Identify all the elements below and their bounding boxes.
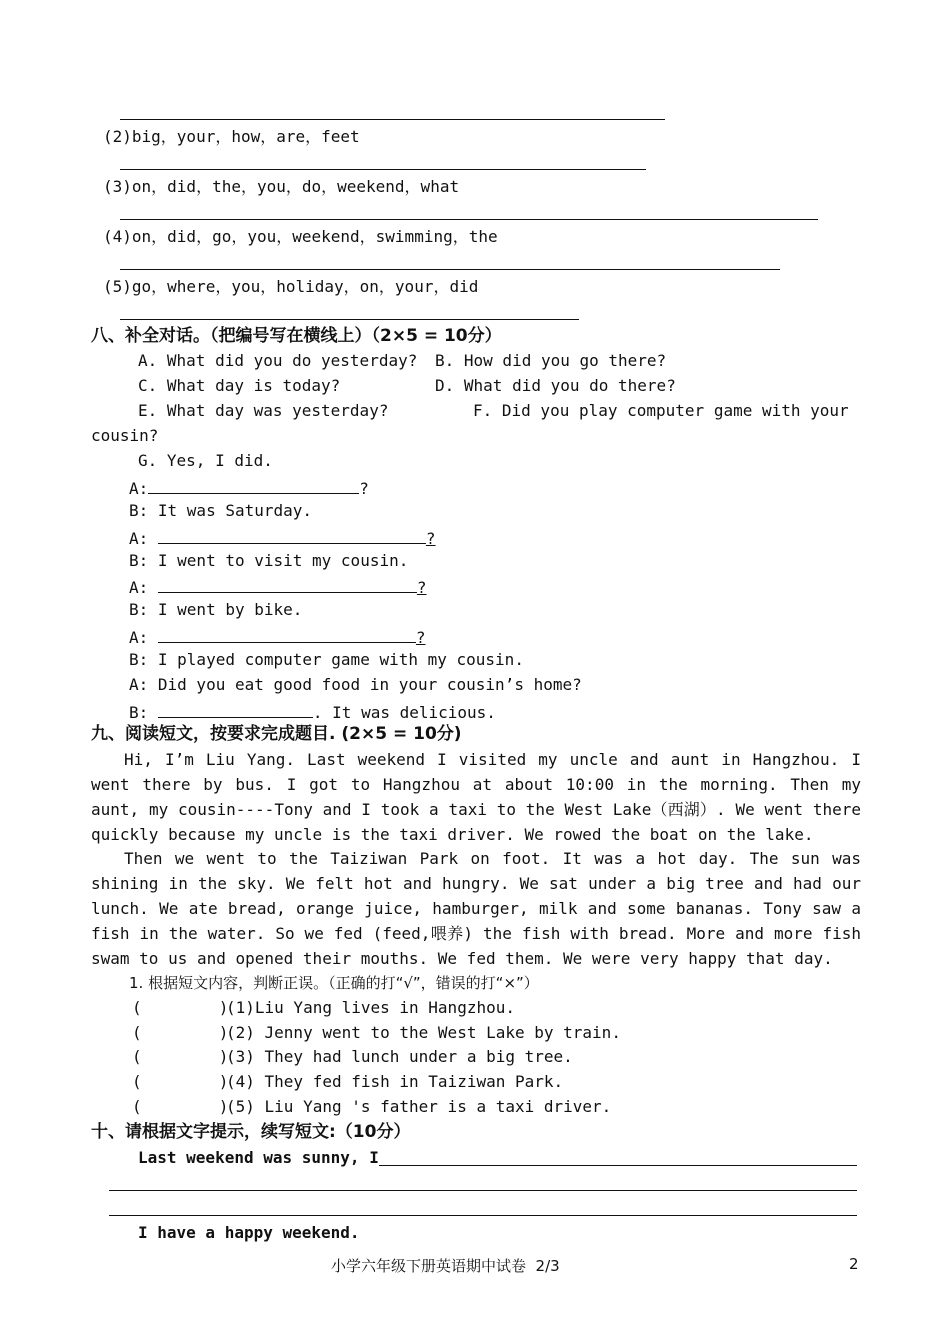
option-f: F. Did you play computer game with your (473, 401, 849, 420)
tf-paren-3[interactable]: ( ) (132, 1047, 229, 1066)
dialogue-blank-1[interactable] (148, 476, 359, 494)
writing-line-2[interactable] (109, 1190, 857, 1191)
dialogue-a5: A: Did you eat good food in your cousin’s home? (129, 675, 582, 694)
tf-item-5: (5) Liu Yang 's father is a taxi driver. (226, 1097, 612, 1116)
tf-paren-2[interactable]: ( ) (132, 1023, 229, 1042)
section-10-heading: 十、请根据文字提示，续写短文:（10分） (91, 1122, 411, 1142)
writing-line-1[interactable] (379, 1165, 857, 1166)
tf-item-1: (1)Liu Yang lives in Hangzhou. (226, 998, 515, 1017)
reorder-item-5: (5)go，where，you，holiday，on，your，did (103, 277, 479, 296)
answer-line-1[interactable] (120, 119, 665, 120)
footer-title: 小学六年级下册英语期中试卷 2/3 (331, 1257, 560, 1275)
answer-line-3[interactable] (120, 219, 818, 220)
dialogue-b2: B: I went to visit my cousin. (129, 551, 409, 570)
option-c: C. What day is today? (138, 376, 341, 395)
reorder-item-2: (2)big，your，how，are，feet (103, 127, 360, 146)
answer-line-2[interactable] (120, 169, 646, 170)
dialogue-blank-5[interactable] (158, 700, 313, 718)
answer-line-4[interactable] (120, 269, 780, 270)
tf-item-4: (4) They fed fish in Taiziwan Park. (226, 1072, 564, 1091)
writing-prompt-start: Last weekend was sunny, I (138, 1148, 379, 1167)
writing-line-3[interactable] (109, 1215, 857, 1216)
tf-paren-4[interactable]: ( ) (132, 1072, 229, 1091)
dialogue-a2: A: ? (129, 526, 436, 549)
page-number: 2 (849, 1255, 859, 1273)
true-false-instruction: 1. 根据短文内容，判断正误。（正确的打“√”，错误的打“×”） (129, 974, 539, 992)
option-e: E. What day was yesterday? (138, 401, 389, 420)
reorder-item-3: (3)on，did，the，you，do，weekend，what (103, 177, 460, 196)
tf-item-2: (2) Jenny went to the West Lake by train. (226, 1023, 621, 1042)
option-a: A. What did you do yesterday? (138, 351, 418, 370)
section-9-heading: 九、阅读短文，按要求完成题目. (2×5 = 10分) (91, 724, 462, 744)
tf-item-3: (3) They had lunch under a big tree. (226, 1047, 573, 1066)
dialogue-blank-2[interactable] (158, 526, 426, 544)
tf-paren-1[interactable]: ( ) (132, 998, 229, 1017)
option-d: D. What did you do there? (435, 376, 676, 395)
dialogue-b1: B: It was Saturday. (129, 501, 313, 520)
dialogue-a1: A: ? (129, 476, 369, 499)
dialogue-b4: B: I played computer game with my cousin. (129, 650, 524, 669)
dialogue-b3: B: I went by bike. (129, 600, 303, 619)
dialogue-blank-4[interactable] (158, 625, 416, 643)
option-g: G. Yes, I did. (138, 451, 273, 470)
option-b: B. How did you go there? (435, 351, 667, 370)
dialogue-blank-3[interactable] (158, 575, 417, 593)
answer-line-5[interactable] (120, 319, 579, 320)
dialogue-a4: A: ? (129, 625, 426, 648)
section-8-heading: 八、补全对话。（把编号写在横线上）（2×5 = 10分） (91, 326, 502, 346)
tf-paren-5[interactable]: ( ) (132, 1097, 229, 1116)
writing-prompt-end: I have a happy weekend. (138, 1223, 360, 1242)
dialogue-b5: B: . It was delicious. (129, 700, 496, 723)
reorder-item-4: (4)on，did，go，you，weekend，swimming，the (103, 227, 498, 246)
option-f-continued: cousin? (91, 426, 159, 445)
reading-paragraph-2: Then we went to the Taiziwan Park on foot. It was a hot day. The sun was shining in the sky. We felt hot and hungry. We sat under a big tree and had our lunch. We ate bread, orange juice, hamburger, milk and some bananas. Tony saw a fish in the water. So we fed (feed,喂养) the fish with bread. More and more fish swam to us and opened their mouths. We fed them. We were very happy that day. (91, 849, 861, 968)
reading-paragraph-1: Hi, I’m Liu Yang. Last weekend I visited my uncle and aunt in Hangzhou. I went there by bus. I got to Hangzhou at about 10:00 in the morning. Then my aunt, my cousin----Tony and I took a taxi to the West Lake（西湖）. We went there quickly because my uncle is the taxi driver. We rowed the boat on the lake. (91, 750, 861, 844)
dialogue-a3: A: ? (129, 575, 427, 598)
